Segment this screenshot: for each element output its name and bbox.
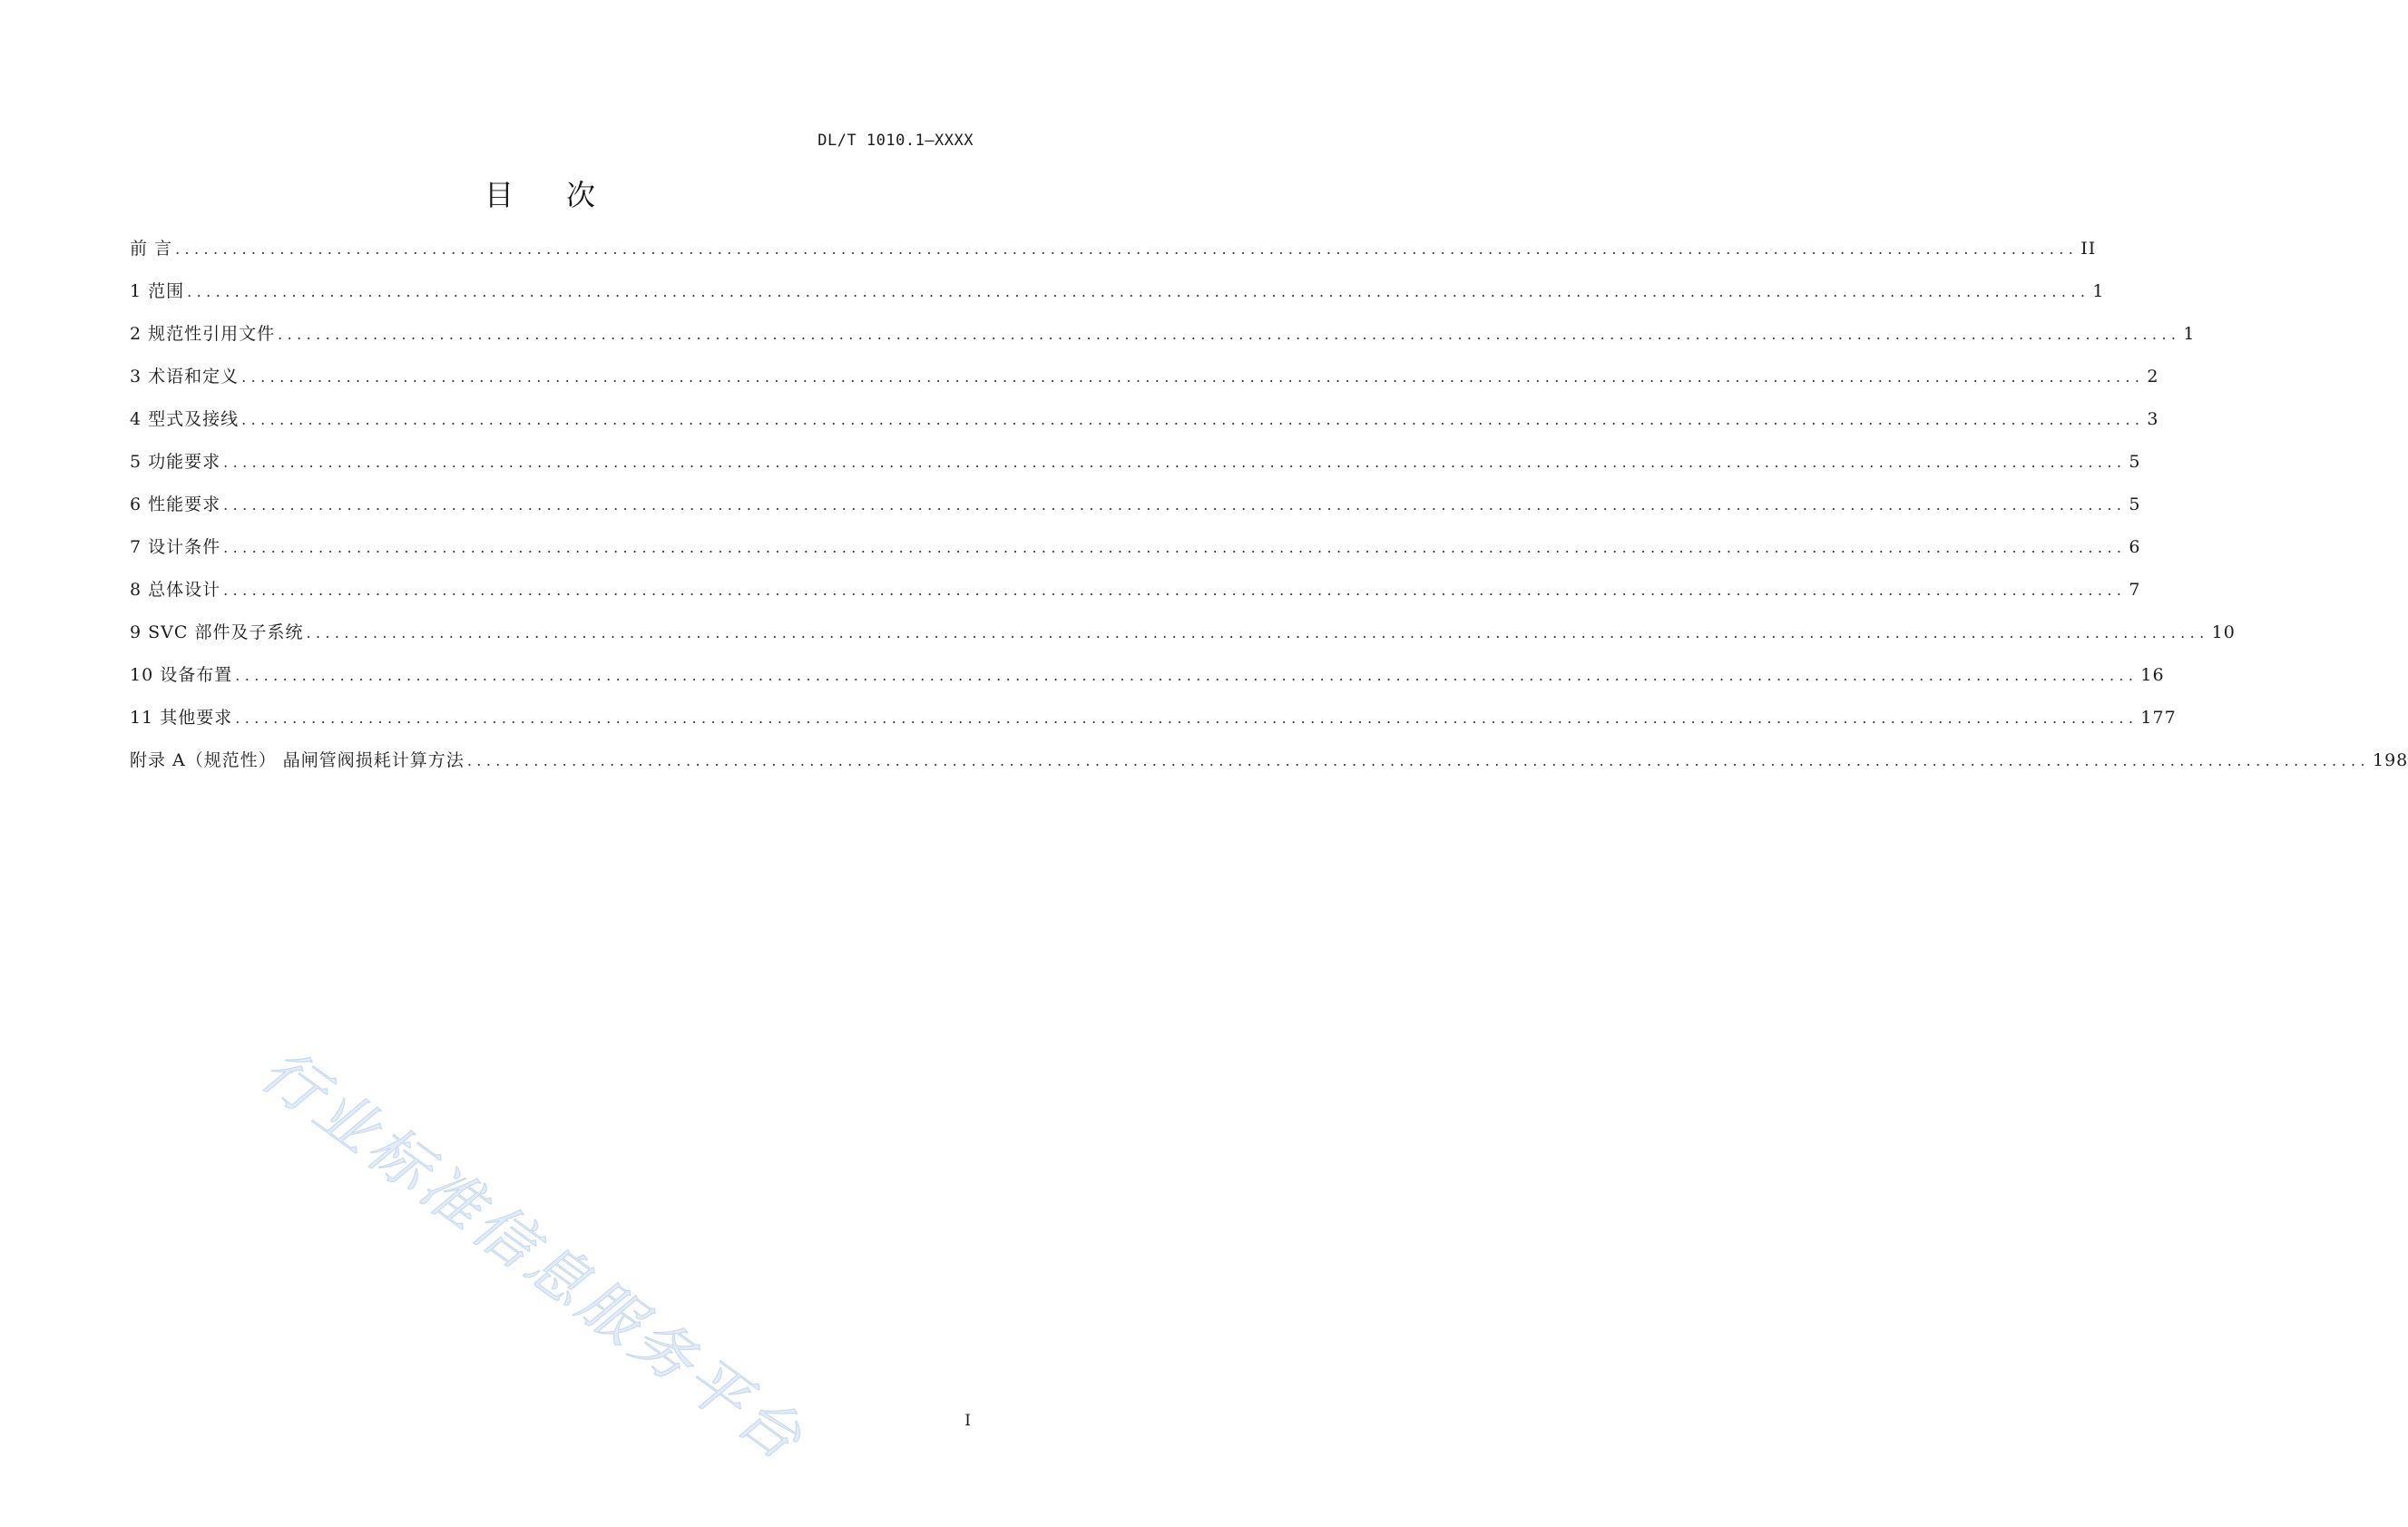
toc-leader-dots: ........................................................................................................................................................................................................ — [278, 326, 2181, 343]
toc-leader-dots: ........................................................................................................................................................................................................ — [241, 368, 2145, 386]
toc-entry-label: 8 总体设计 — [130, 580, 221, 600]
toc-leader-dots: ........................................................................................................................................................................................................ — [241, 411, 2145, 428]
toc-entry-page: 6 — [2129, 537, 2141, 557]
toc-leader-dots: ........................................................................................................................................................................................................ — [223, 539, 2127, 556]
toc-entry-page: 7 — [2129, 580, 2141, 600]
toc-entry[interactable] — [130, 664, 2165, 707]
toc-entry[interactable] — [130, 451, 2141, 494]
toc-entry[interactable] — [130, 707, 2177, 749]
toc-entry-label: 9 SVC 部件及子系统 — [130, 622, 304, 642]
toc-entry-page: 1 — [2092, 281, 2105, 301]
toc-leader-dots: ........................................................................................................................................................................................................ — [223, 454, 2127, 471]
toc-entry-page: 16 — [2140, 665, 2165, 685]
toc-entry-page: 10 — [2211, 622, 2236, 642]
toc-entry-label: 3 术语和定义 — [130, 367, 240, 387]
toc-entry-label: 7 设计条件 — [130, 537, 221, 557]
toc-entry-label: 附录 A（规范性） 晶闸管阀损耗计算方法 — [130, 750, 465, 770]
toc-entry-page: 177 — [2140, 708, 2177, 728]
toc-entry-page: II — [2080, 239, 2097, 259]
toc-leader-dots: ........................................................................................................................................................................................................ — [235, 710, 2139, 727]
toc-leader-dots: ........................................................................................................................................................................................................ — [306, 624, 2209, 641]
toc-entry-label: 前 言 — [130, 239, 173, 259]
toc-entry-label: 2 规范性引用文件 — [130, 324, 276, 344]
toc-entry[interactable] — [130, 749, 2408, 792]
toc-entry-label: 5 功能要求 — [130, 452, 221, 472]
page-number: I — [964, 1412, 971, 1430]
toc-entry-page: 1 — [2183, 324, 2196, 344]
toc-entry-page: 198 — [2373, 750, 2408, 770]
document-code: DL/T 1010.1—XXXX — [817, 132, 974, 150]
toc-entry[interactable] — [130, 366, 2159, 408]
toc-entry-label: 1 范围 — [130, 281, 185, 301]
page-title: 目次 — [484, 178, 648, 212]
toc-entry[interactable] — [130, 323, 2196, 366]
toc-entry-label: 6 性能要求 — [130, 494, 221, 514]
toc-entry[interactable] — [130, 494, 2141, 536]
toc-entry[interactable] — [130, 408, 2159, 451]
toc-entry-label: 4 型式及接线 — [130, 409, 240, 429]
toc-entry[interactable] — [130, 536, 2141, 579]
toc-entry-page: 3 — [2147, 409, 2159, 429]
toc-entry-label: 11 其他要求 — [130, 708, 233, 728]
watermark: 行业标准信息服务平台 — [248, 1035, 818, 1476]
toc-entry[interactable] — [130, 622, 2236, 664]
toc-entry-label: 10 设备布置 — [130, 665, 233, 685]
toc-leader-dots: ........................................................................................................................................................................................................ — [187, 283, 2090, 300]
toc-leader-dots: ........................................................................................................................................................................................................ — [235, 667, 2139, 684]
toc-leader-dots: ........................................................................................................................................................................................................ — [175, 240, 2079, 258]
toc-leader-dots: ........................................................................................................................................................................................................ — [223, 496, 2127, 514]
toc-entry[interactable] — [130, 238, 2097, 280]
toc-entry-page: 5 — [2129, 494, 2141, 514]
toc-entry[interactable] — [130, 579, 2141, 622]
toc-entry-page: 5 — [2129, 452, 2141, 472]
toc-entry[interactable] — [130, 280, 2105, 323]
table-of-contents — [130, 238, 2408, 792]
toc-leader-dots: ........................................................................................................................................................................................................ — [223, 582, 2127, 599]
toc-entry-page: 2 — [2147, 367, 2159, 387]
toc-leader-dots: ........................................................................................................................................................................................................ — [466, 752, 2370, 769]
